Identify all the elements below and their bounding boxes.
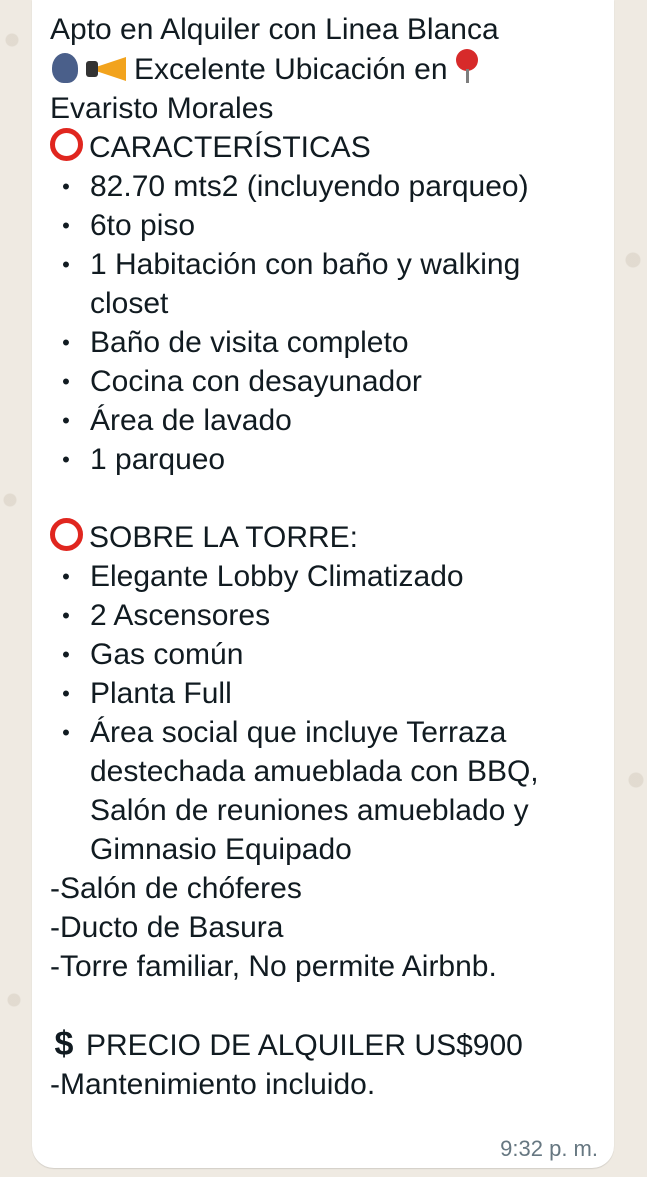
extra-line: -Ducto de Basura [50,911,284,944]
features-heading-text: CARACTERÍSTICAS [89,131,371,164]
extra-line: -Salón de chóferes [50,872,302,905]
list-item: • 2 Ascensores [62,599,271,632]
megaphone-icon [84,53,132,83]
dollar-icon: $ [54,1025,74,1063]
price-line [50,1025,606,1065]
list-item: • Elegante Lobby Climatizado [62,560,464,593]
pin-icon [454,49,480,83]
price-text: PRECIO DE ALQUILER US$900 [86,1029,523,1062]
list-item: • Planta Full [62,677,232,710]
list-item: • Área social que incluye Terraza destechada amueblada con BBQ, Salón de reuniones amueblado y Gimnasio Equipado [62,716,539,866]
list-item: • Gas común [62,638,244,671]
title-line: Apto en Alquiler con Linea Blanca [50,13,499,46]
list-item: • Cocina con desayunador [62,365,422,398]
red-circle-icon [50,518,83,551]
location-line: Evaristo Morales [50,92,274,125]
message-text [50,10,606,1104]
list-item: • 6to piso [62,209,196,242]
list-item: • Área de lavado [62,404,292,437]
list-item: • 1 Habitación con baño y walking closet [62,248,521,320]
extra-line: -Torre familiar, No permite Airbnb. [50,950,497,983]
section-heading-features [50,128,606,167]
list-item: • 82.70 mts2 (incluyendo parqueo) [62,170,529,203]
maintenance-line: -Mantenimiento incluido. [50,1068,376,1101]
message-bubble[interactable] [32,0,614,1168]
red-circle-icon [50,128,83,161]
subtitle-text: Excelente Ubicación en [134,53,448,86]
list-item: • 1 parqueo [62,443,226,476]
section-heading-tower [50,518,606,557]
message-timestamp: 9:32 p. m. [500,1136,598,1161]
list-item: • Baño de visita completo [62,326,409,359]
subtitle-line [50,49,606,89]
speaking-head-icon [50,53,84,83]
tower-heading-text: SOBRE LA TORRE: [89,521,358,554]
